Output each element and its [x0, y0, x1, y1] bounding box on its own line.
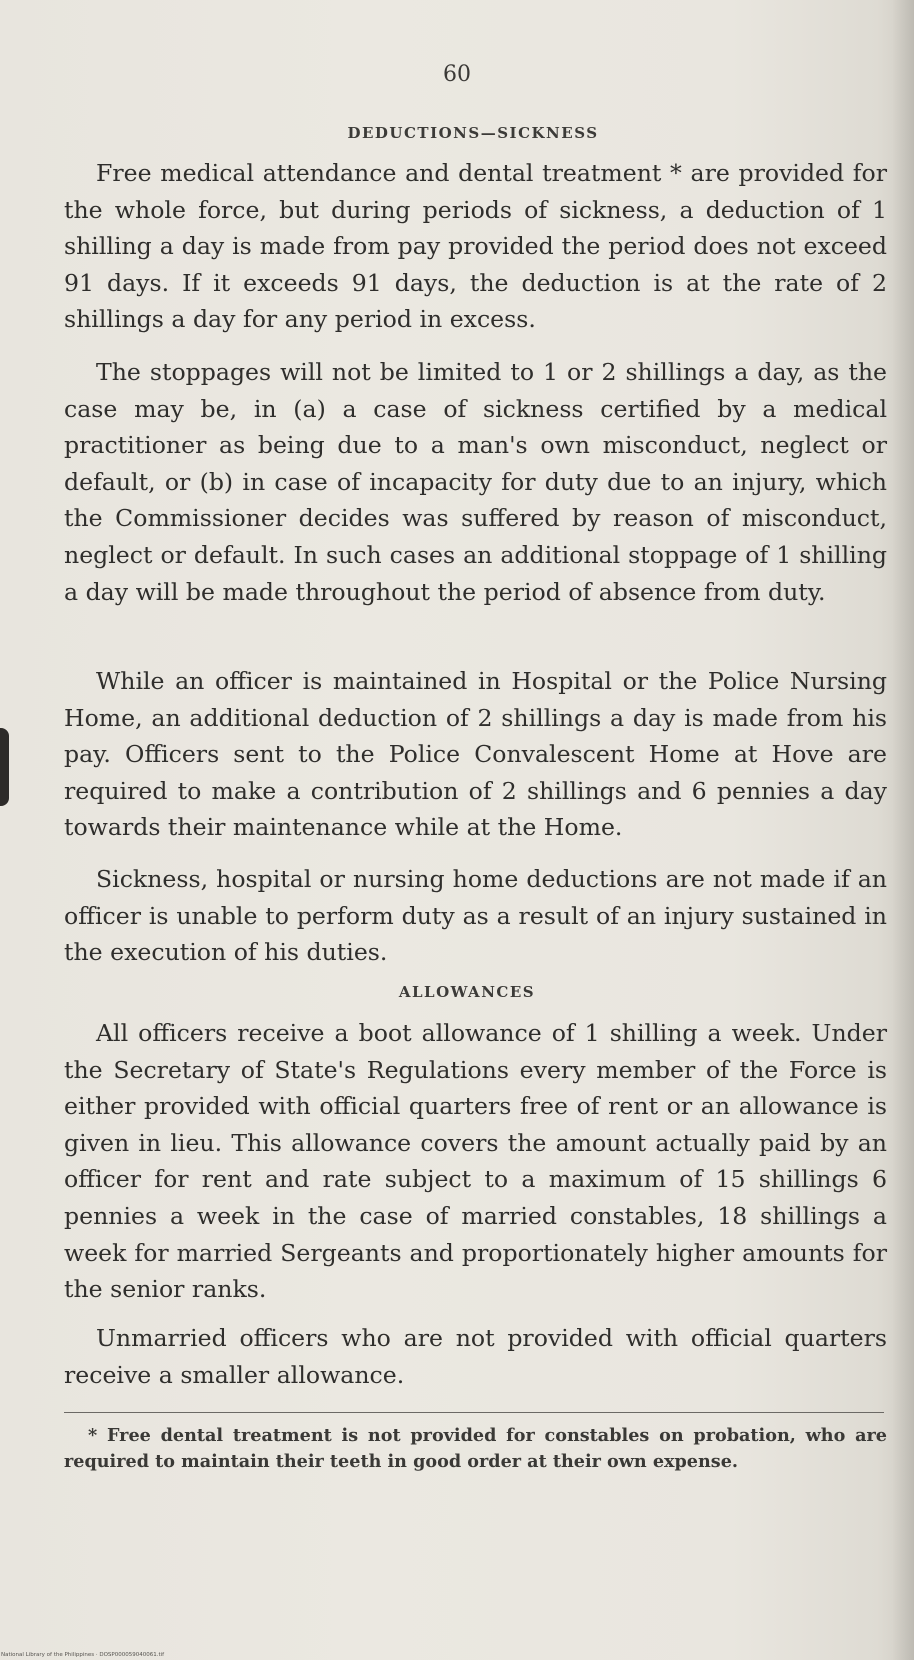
paragraph-hospital-deduction: While an officer is maintained in Hospital or the Police Nursing Home, an additional deduction of 2 shillings a day is made from his pay. Officers sent to the Police Convalescent Home at Hove are required to make a contribution of 2 shillings and 6 pennies a day towards their maintenance while at the Home. [64, 667, 887, 842]
scan-stamp: National Library of the Philippines · DOSP000059040061.tif [1, 1652, 165, 1658]
paragraph-boot-allowance: All officers receive a boot allowance of 1 shilling a week. Under the Secretary of State's Regulations every member of the Force is either provided with official quarters free of rent or an allowance is given in lieu. This allowance covers the amount actually paid by an officer for rent and rate subject to a maximum of 15 shillings 6 pennies a week in the case of married constables, 18 shillings a week for married Sergeants and proportionately higher amounts for the senior ranks. [64, 1019, 887, 1304]
binding-mark [0, 728, 9, 806]
footnote-divider [64, 1412, 884, 1413]
section-heading-allowances: ALLOWANCES [398, 983, 536, 1001]
paragraph-medical-attendance: Free medical attendance and dental treatment * are provided for the whole force, but during periods of sickness, a deduction of 1 shilling a day is made from pay provided the period does not exceed 91 days. If it exceeds 91 days, the deduction is at the rate of 2 shillings a day for any period in excess. [64, 159, 887, 334]
footnote: * Free dental treatment is not provided for constables on probation, who are required to maintain their teeth in good order at their own expense. [64, 1425, 887, 1472]
page-number: 60 [443, 62, 471, 87]
section-heading-deductions: DEDUCTIONS—SICKNESS [347, 124, 599, 142]
paragraph-stoppages: The stoppages will not be limited to 1 or 2 shillings a day, as the case may be, in (a) a case of sickness certified by a medical practitioner as being due to a man's own misconduct, neglect or default, or (b) in case of incapacity for duty due to an injury, which the Commissioner decides was suffered by reason of misconduct, neglect or default. In such cases an additional stoppage of 1 shilling a day will be made throughout the period of absence from duty. [64, 358, 887, 606]
paragraph-injury-exemption: Sickness, hospital or nursing home deductions are not made if an officer is unable to perform duty as a result of an injury sustained in the execution of his duties. [64, 865, 887, 967]
paragraph-unmarried-allowance: Unmarried officers who are not provided with official quarters receive a smaller allowance. [64, 1324, 887, 1389]
page-edge-shadow [892, 0, 914, 1660]
